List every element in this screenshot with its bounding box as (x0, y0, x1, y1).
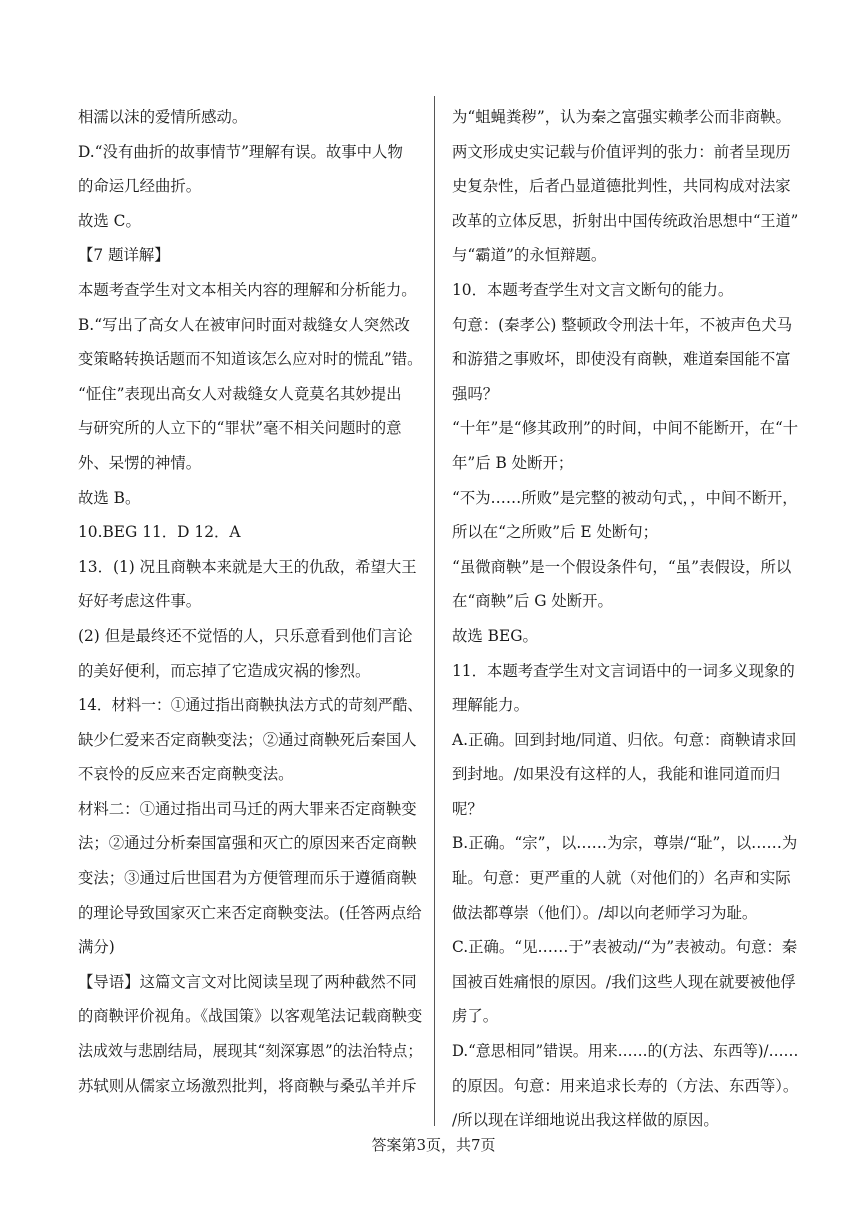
text-line: 13．(1) 况且商鞅本来就是大王的仇敌，希望大王 (78, 557, 417, 576)
text-line: 强吗？ (452, 384, 499, 403)
text-line: 的商鞅评价视角。《战国策》以客观笔法记载商鞅变 (78, 1007, 423, 1026)
text-line: 本题考查学生对文本相关内容的理解和分析能力。 (78, 280, 417, 299)
text-line: 故选 BEG。 (452, 626, 538, 645)
text-line: 两文形成史实记载与价值评判的张力：前者呈现历 (452, 142, 791, 161)
text-line: 国被百姓痛恨的原因。/我们这些人现在就要被他俘 (452, 972, 796, 991)
text-line: 【导语】这篇文言文对比阅读呈现了两种截然不同 (78, 972, 417, 991)
text-line: 满分) (78, 938, 115, 957)
text-line: A.正确。回到封地/同道、归依。句意：商鞅请求回 (452, 730, 797, 749)
text-line: 与研究所的人立下的“罪状”毫不相关问题时的意 (78, 419, 402, 438)
page-footer: 答案第3页，共7页 (371, 1136, 496, 1154)
text-line: 年”后 B 处断开； (452, 453, 574, 472)
text-line: 材料二：①通过指出司马迁的两大罪来否定商鞅变 (78, 799, 417, 818)
text-line: “十年”是“修其政刑”的时间，中间不能断开，在“十 (452, 419, 799, 438)
text-line: D.“意思相同”错误。用来……的(方法、东西等)/…… (452, 1042, 799, 1061)
text-line: 【7 题详解】 (78, 246, 170, 265)
text-line: 好好考虑这件事。 (78, 592, 202, 611)
text-line: “虽微商鞅”是一个假设条件句，“虽”表假设，所以 (452, 557, 792, 576)
text-line: 法成效与悲剧结局，展现其“刻深寡恩”的法治特点； (78, 1042, 423, 1061)
text-line: 10．本题考查学生对文言文断句的能力。 (452, 280, 734, 299)
text-line: 所以在“之所败”后 E 处断句； (452, 523, 659, 542)
text-line: 外、呆愣的神情。 (78, 453, 202, 472)
text-line: 和游猎之事败坏，即使没有商鞅，难道秦国能不富 (452, 350, 791, 369)
text-line: “不为……所败”是完整的被动句式，，中间不断开， (452, 488, 798, 507)
text-line: 到封地。/如果没有这样的人，我能和谁同道而归 (452, 765, 781, 784)
text-line: 14．材料一：①通过指出商鞅执法方式的苛刻严酷、 (78, 696, 423, 715)
text-line: B.正确。“宗”，以……为宗，尊崇/“耻”，以……为 (452, 834, 798, 853)
text-line: 史复杂性，后者凸显道德批判性，共同构成对法家 (452, 177, 791, 196)
text-line: 10.BEG 11．D 12．A (78, 523, 241, 542)
text-line: 变策略转换话题而不知道该怎么应对时的慌乱”错。 (78, 350, 423, 369)
text-line: “怔住”表现出高女人对裁缝女人竟莫名其妙提出 (78, 384, 402, 403)
text-line: 相濡以沫的爱情所感动。 (78, 108, 248, 126)
text-line: 的原因。句意：用来追求长寿的（方法、东西等）。 (452, 1076, 799, 1095)
text-line: 不哀怜的反应来否定商鞅变法。 (78, 765, 294, 784)
text-line: 句意：(秦孝公) 整顿政令刑法十年，不被声色犬马 (452, 315, 793, 334)
text-line: (2) 但是最终还不觉悟的人，只乐意看到他们言论 (78, 626, 413, 645)
text-line: 故选 C。 (78, 211, 141, 230)
text-line: 耻。句意：更严重的人就（对他们的）名声和实际 (452, 869, 791, 888)
text-line: /所以现在详细地说出我这样做的原因。 (452, 1111, 719, 1130)
text-line: B.“写出了高女人在被审问时面对裁缝女人突然改 (78, 315, 410, 334)
text-line: 虏了。 (452, 1007, 499, 1026)
text-line: D.“没有曲折的故事情节”理解有误。故事中人物 (78, 142, 403, 161)
text-line: C.正确。“见……于”表被动/“为”表被动。句意：秦 (452, 938, 798, 957)
text-line: 的理论导致国家灭亡来否定商鞅变法。(任答两点给 (78, 903, 422, 922)
text-line: 做法都尊崇（他们）。/却以向老师学习为耻。 (452, 903, 758, 922)
text-line: 缺少仁爱来否定商鞅变法；②通过商鞅死后秦国人 (78, 730, 417, 749)
text-line: 改革的立体反思，折射出中国传统政治思想中“王道” (452, 211, 799, 230)
text-line: 的命运几经曲折。 (78, 177, 202, 196)
text-line: 在“商鞅”后 G 处断开。 (452, 592, 613, 611)
text-line: 与“霸道”的永恒辩题。 (452, 246, 607, 265)
text-line: 呢？ (452, 799, 483, 818)
right-column (452, 100, 798, 1138)
text-line: 苏轼则从儒家立场激烈批判，将商鞅与桑弘羊并斥 (78, 1076, 417, 1095)
left-column (78, 100, 422, 1103)
text-line: 11．本题考查学生对文言词语中的一词多义现象的 (452, 661, 795, 680)
text-line: 为“蛆蝇粪秽”，认为秦之富强实赖孝公而非商鞅。 (452, 108, 791, 126)
text-line: 法；②通过分析秦国富强和灭亡的原因来否定商鞅 (78, 834, 417, 853)
text-line: 理解能力。 (452, 696, 529, 715)
column-divider (434, 96, 435, 1126)
text-line: 变法；③通过后世国君为方便管理而乐于遵循商鞅 (78, 869, 417, 888)
text-line: 的美好便利，而忘掉了它造成灾祸的惨烈。 (78, 661, 371, 680)
text-line: 故选 B。 (78, 488, 141, 507)
